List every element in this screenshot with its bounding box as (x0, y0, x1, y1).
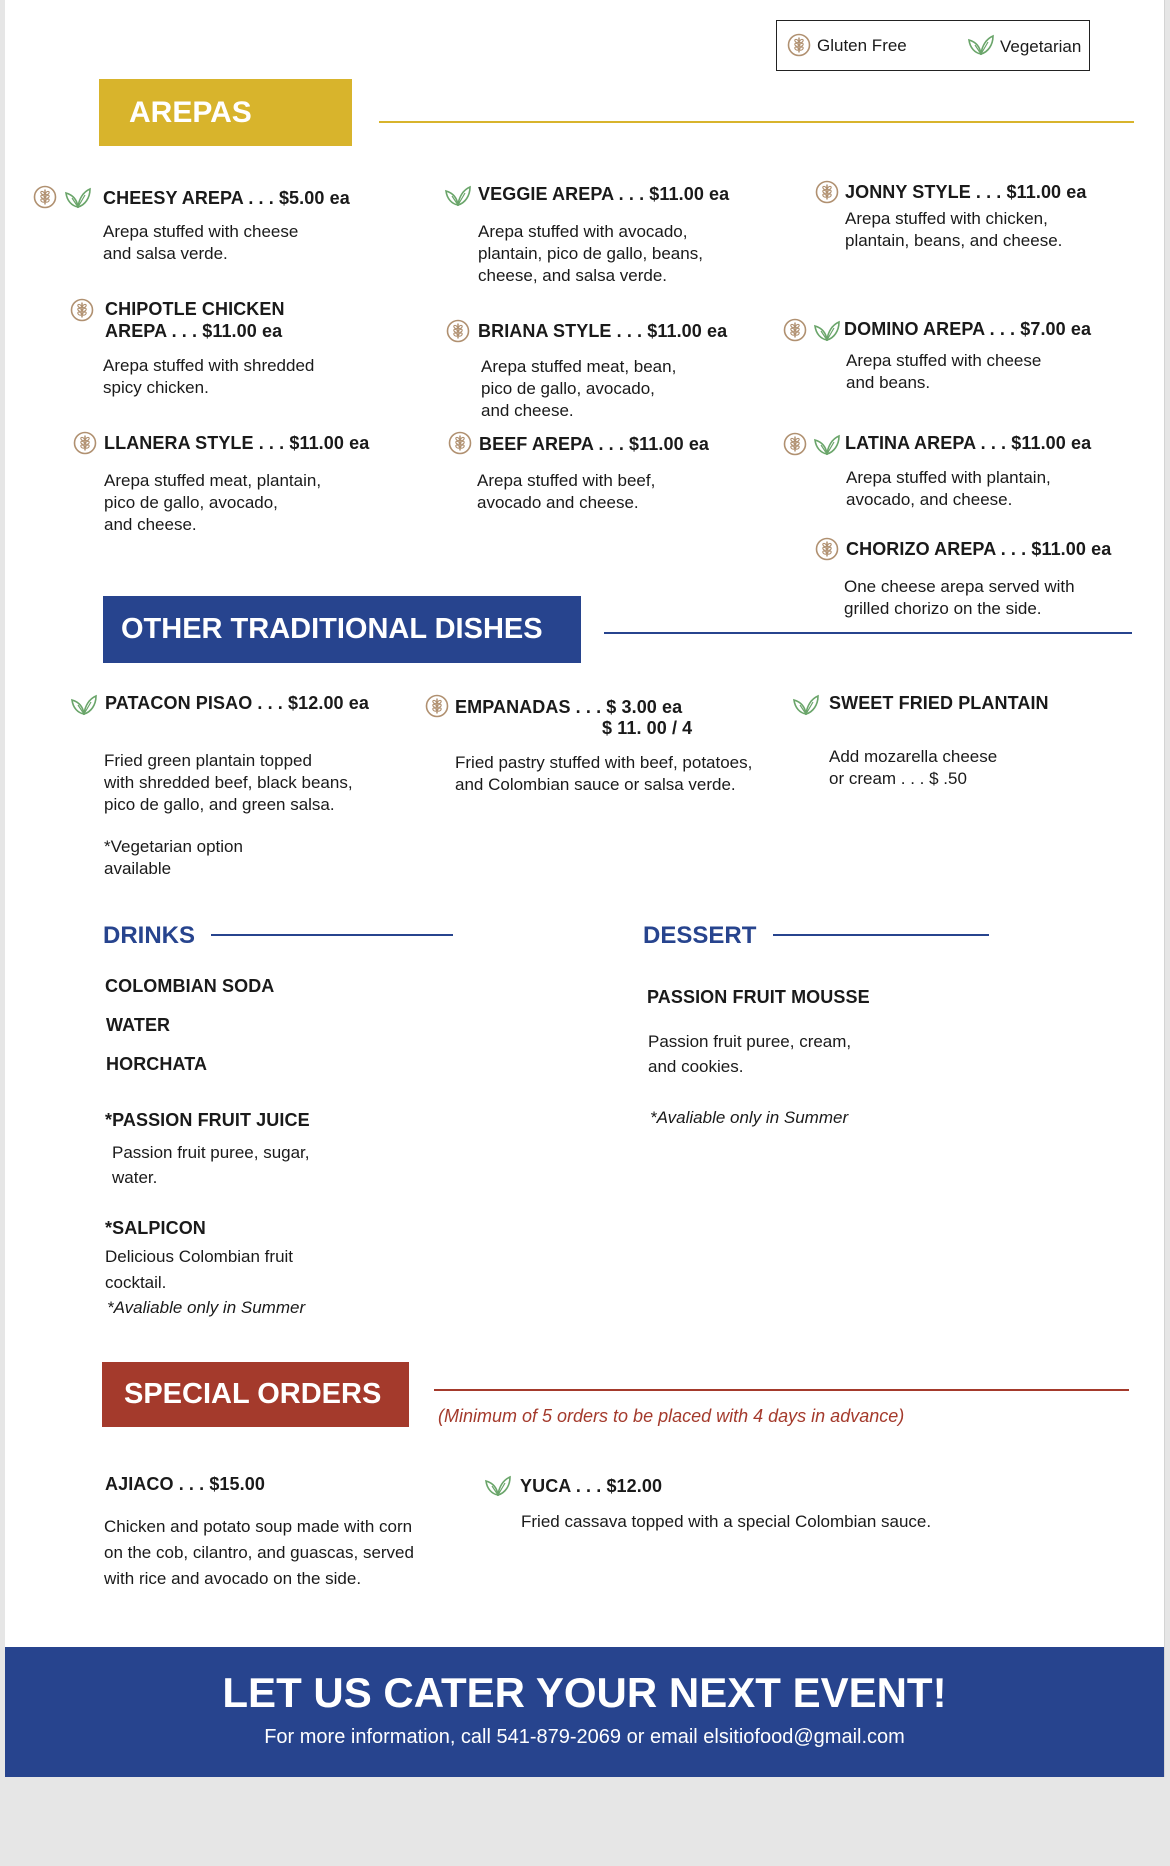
menu-item-description: Arepa stuffed with cheese and salsa verde. (103, 222, 299, 263)
menu-item-name: CHEESY AREPA . . . $5.00 ea (103, 188, 350, 208)
arepas-divider (379, 121, 1134, 123)
menu-item-description: Arepa stuffed with cheese and beans. (846, 351, 1042, 392)
gluten-free-icon (448, 431, 472, 455)
gluten-free-icon (783, 318, 807, 342)
drink-description: Passion fruit puree, sugar, water. (112, 1143, 310, 1187)
drink-name: WATER (106, 1015, 171, 1035)
menu-item-description: Add mozarella cheese or cream . . . $ .50 (829, 747, 998, 788)
menu-item-description: Fried green plantain topped with shredded beef, black beans, pico de gallo, and green salsa. (104, 751, 353, 814)
drink-name: *PASSION FRUIT JUICE (105, 1110, 310, 1130)
menu-item-name: EMPANADAS . . . $ 3.00 ea (455, 697, 683, 717)
gluten-free-icon (73, 431, 97, 455)
traditional-divider (604, 632, 1132, 634)
special-item-name: YUCA . . . $12.00 (520, 1476, 663, 1496)
arepas-section-title: AREPAS (129, 95, 252, 129)
special-item-description: Fried cassava topped with a special Colombian sauce. (521, 1512, 932, 1531)
menu-item-name: DOMINO AREPA . . . $7.00 ea (844, 319, 1092, 339)
gluten-free-icon (783, 432, 807, 456)
dessert-description: Passion fruit puree, cream, and cookies. (648, 1032, 852, 1076)
arepas-section-banner (99, 79, 352, 146)
drink-name: COLOMBIAN SODA (105, 976, 275, 996)
legend-gluten-free-label: Gluten Free (817, 36, 907, 55)
dessert-divider (773, 934, 989, 936)
menu-item-name: BRIANA STYLE . . . $11.00 ea (478, 321, 728, 341)
vegetarian-icon (813, 318, 841, 342)
vegetarian-icon (484, 1473, 512, 1497)
vegetarian-icon (813, 432, 841, 456)
special-divider (434, 1389, 1129, 1391)
menu-item-description: Arepa stuffed with avocado, plantain, pico de gallo, beans, cheese, and salsa verde. (478, 222, 703, 285)
vegetarian-icon (967, 32, 995, 56)
special-order-requirement: (Minimum of 5 orders to be placed with 4 days in advance) (438, 1406, 905, 1426)
catering-headline: LET US CATER YOUR NEXT EVENT! (222, 1669, 947, 1716)
menu-page (5, 0, 1165, 1777)
menu-item-description: Arepa stuffed with plantain, avocado, and cheese. (846, 468, 1051, 509)
menu-item-description: Arepa stuffed meat, bean, pico de gallo, avocado, and cheese. (481, 357, 677, 420)
dessert-section-title: DESSERT (643, 922, 757, 949)
dietary-legend (776, 20, 1090, 71)
traditional-section-title: OTHER TRADITIONAL DISHES (121, 613, 543, 645)
special-item-description: Chicken and potato soup made with corn on the cob, cilantro, and guascas, served with rice and avocado on the side. (104, 1517, 414, 1588)
menu-item-description: Fried pastry stuffed with beef, potatoes, and Colombian sauce or salsa verde. (455, 753, 753, 794)
menu-item-note: *Vegetarian option available (104, 837, 243, 878)
drink-name: HORCHATA (106, 1054, 208, 1074)
menu-item-name: CHIPOTLE CHICKEN AREPA . . . $11.00 ea (105, 299, 285, 341)
gluten-free-icon (787, 33, 811, 57)
gluten-free-icon (446, 319, 470, 343)
menu-item-description: Arepa stuffed with beef, avocado and cheese. (477, 471, 656, 512)
menu-item-name: PATACON PISAO . . . $12.00 ea (105, 693, 369, 713)
menu-item-description: Arepa stuffed with chicken, plantain, beans, and cheese. (845, 209, 1063, 250)
special-item-name: AJIACO . . . $15.00 (105, 1474, 265, 1494)
menu-item-name: BEEF AREPA . . . $11.00 ea (479, 434, 710, 454)
special-section-banner (102, 1362, 409, 1427)
drink-note: *Avaliable only in Summer (107, 1298, 306, 1317)
special-section-title: SPECIAL ORDERS (124, 1378, 382, 1410)
menu-item-description: Arepa stuffed with shredded spicy chicken. (103, 356, 315, 397)
menu-item-price-alt: $ 11. 00 / 4 (602, 718, 693, 738)
drinks-section-title: DRINKS (103, 922, 196, 949)
vegetarian-icon (792, 692, 820, 716)
vegetarian-icon (64, 185, 92, 209)
catering-footer (5, 1647, 1164, 1777)
gluten-free-icon (815, 537, 839, 561)
traditional-section-banner (103, 596, 581, 663)
drink-description: Delicious Colombian fruit cocktail. (105, 1247, 294, 1292)
menu-item-name: LATINA AREPA . . . $11.00 ea (845, 433, 1092, 453)
drinks-divider (211, 934, 453, 936)
legend-vegetarian-label: Vegetarian (1000, 37, 1082, 56)
gluten-free-icon (425, 694, 449, 718)
menu-item-name: LLANERA STYLE . . . $11.00 ea (104, 433, 370, 453)
vegetarian-icon (444, 183, 472, 207)
menu-item-name: JONNY STYLE . . . $11.00 ea (845, 182, 1087, 202)
vegetarian-icon (70, 692, 98, 716)
menu-item-name: SWEET FRIED PLANTAIN (829, 693, 1049, 713)
menu-item-name: CHORIZO AREPA . . . $11.00 ea (846, 539, 1112, 559)
catering-contact: For more information, call 541-879-2069 or email elsitiofood@gmail.com (264, 1726, 905, 1748)
drink-name: *SALPICON (105, 1218, 206, 1238)
menu-item-description: One cheese arepa served with grilled chorizo on the side. (844, 577, 1075, 618)
gluten-free-icon (33, 185, 57, 209)
gluten-free-icon (815, 180, 839, 204)
menu-item-description: Arepa stuffed meat, plantain, pico de gallo, avocado, and cheese. (104, 471, 322, 534)
dessert-name: PASSION FRUIT MOUSSE (647, 987, 870, 1007)
menu-item-name: VEGGIE AREPA . . . $11.00 ea (478, 184, 730, 204)
gluten-free-icon (70, 298, 94, 322)
dessert-note: *Avaliable only in Summer (650, 1108, 849, 1127)
